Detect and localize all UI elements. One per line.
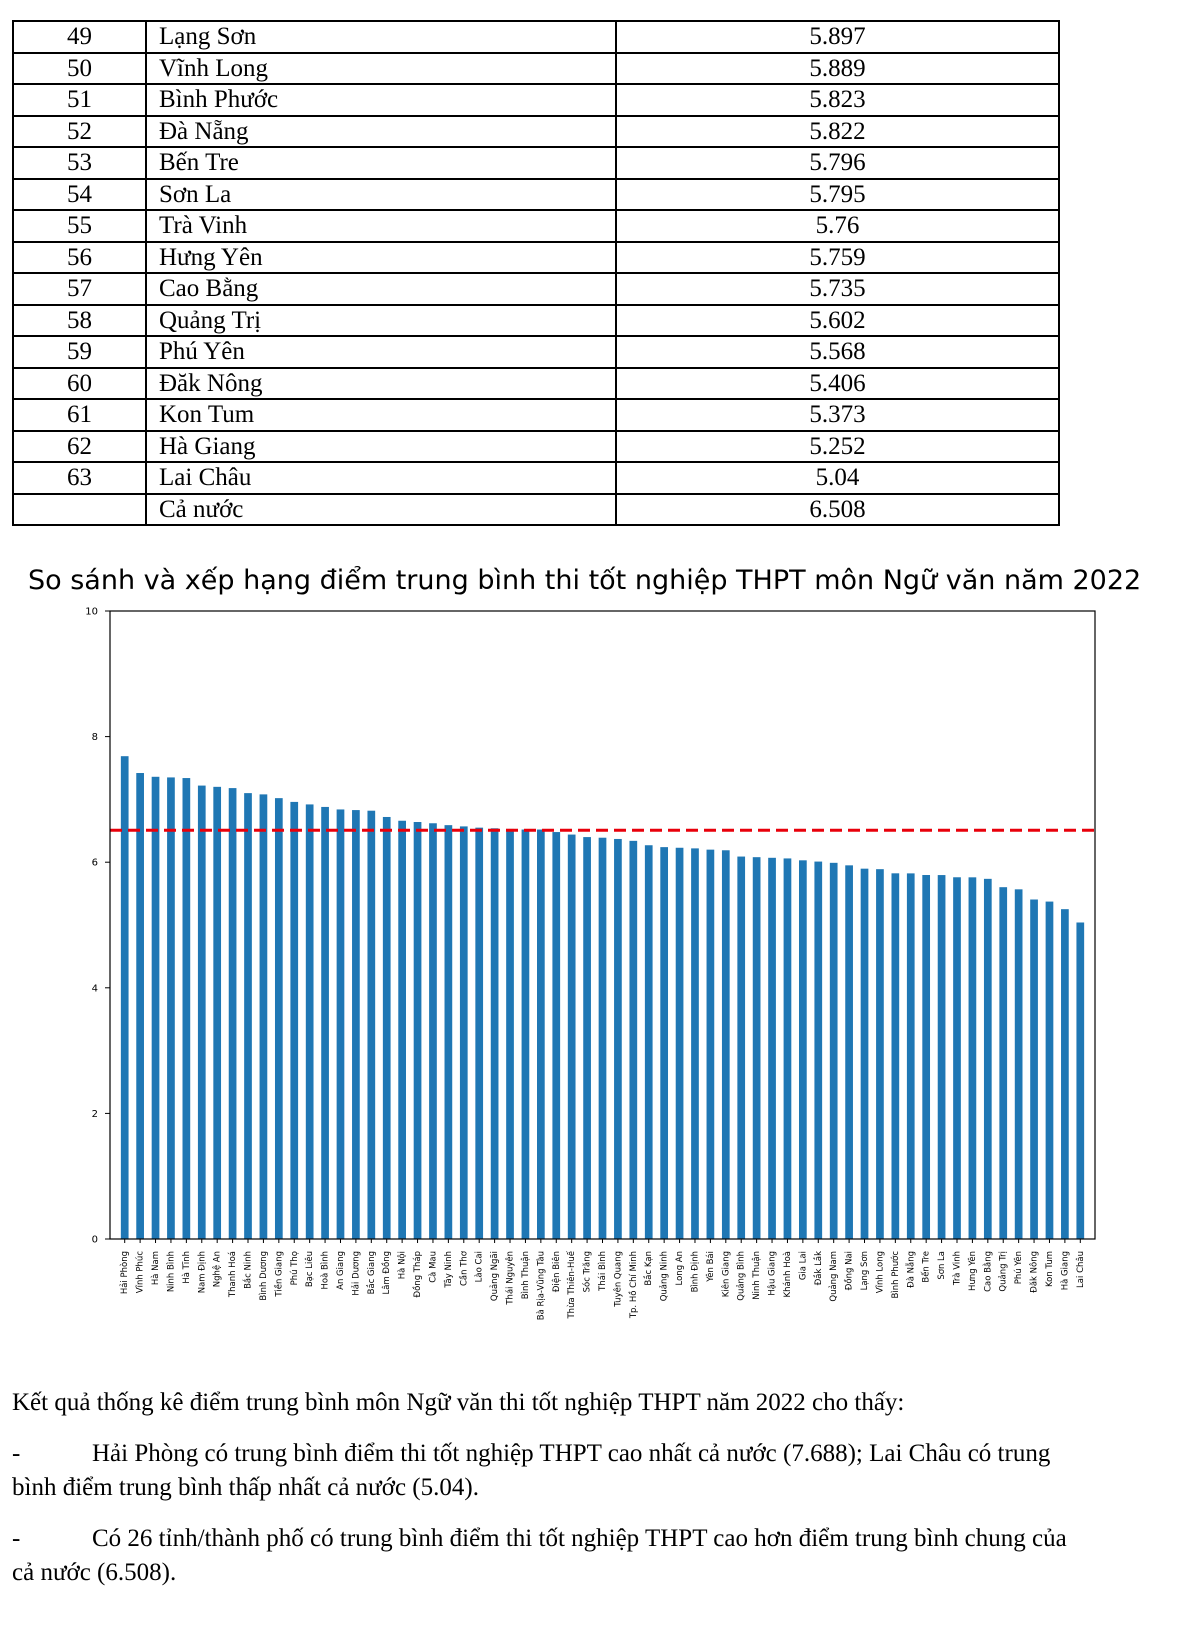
bullet-text: Có 26 tỉnh/thành phố có trung bình điểm thi tốt nghiệp THPT cao hơn điểm trung bình chung của cả nước (6.508). (12, 1525, 1067, 1586)
x-tick-label: Lâm Đồng (382, 1251, 393, 1295)
bar (907, 873, 915, 1239)
bar (136, 773, 144, 1239)
x-tick-label: Đăk Nông (1029, 1251, 1040, 1293)
bar (1015, 889, 1023, 1239)
x-tick-label: Yên Bái (705, 1251, 716, 1282)
score-cell: 5.602 (616, 305, 1059, 337)
table-row (13, 462, 1059, 494)
bar (599, 838, 607, 1239)
bar (861, 869, 869, 1239)
x-tick-label: Bà Rịa-Vũng Tàu (536, 1251, 547, 1321)
province-cell: Lạng Sơn (146, 21, 616, 53)
rank-cell: 50 (13, 53, 146, 85)
y-tick-label: 0 (91, 1234, 98, 1246)
table-row (13, 305, 1059, 337)
bar (799, 860, 807, 1239)
bar (707, 850, 715, 1239)
score-cell: 5.795 (616, 179, 1059, 211)
province-cell: Trà Vinh (146, 210, 616, 242)
province-cell: Cao Bằng (146, 273, 616, 305)
rank-cell: 57 (13, 273, 146, 305)
province-cell: Phú Yên (146, 336, 616, 368)
province-cell: Hà Giang (146, 431, 616, 463)
x-tick-label: Quảng Nam (829, 1251, 840, 1302)
x-tick-label: Sơn La (937, 1251, 948, 1280)
x-tick-label: Bến Tre (921, 1251, 932, 1283)
table-row (13, 147, 1059, 179)
x-tick-label: Ninh Bình (166, 1251, 177, 1293)
x-tick-label: Thừa Thiên-Huế (567, 1251, 578, 1319)
rank-cell: 60 (13, 368, 146, 400)
bar (1030, 900, 1038, 1240)
y-tick-label: 4 (91, 983, 98, 995)
bar (830, 863, 838, 1239)
chart-title: So sánh và xếp hạng điểm trung bình thi tốt nghiệp THPT môn Ngữ văn năm 2022 (28, 565, 1142, 596)
province-cell: Lai Châu (146, 462, 616, 494)
x-tick-label: Đà Nẵng (906, 1251, 917, 1288)
bar (969, 877, 977, 1239)
x-tick-label: Kiên Giang (721, 1251, 732, 1298)
bar-chart (0, 595, 1200, 1385)
bar (445, 825, 453, 1239)
rank-cell: 53 (13, 147, 146, 179)
x-tick-label: Tuyên Quang (613, 1251, 624, 1307)
bar (737, 857, 745, 1239)
bar (275, 798, 283, 1239)
bar (1076, 922, 1084, 1239)
table-row (13, 53, 1059, 85)
x-tick-label: An Giang (335, 1251, 346, 1290)
province-cell: Cả nước (146, 494, 616, 526)
score-cell: 5.406 (616, 368, 1059, 400)
province-cell: Bến Tre (146, 147, 616, 179)
bar (121, 756, 129, 1239)
bar (260, 794, 268, 1239)
x-tick-label: Phú Thọ (289, 1251, 300, 1286)
score-cell: 5.759 (616, 242, 1059, 274)
score-cell: 6.508 (616, 494, 1059, 526)
rank-cell: 62 (13, 431, 146, 463)
bar (938, 875, 946, 1239)
bar (568, 835, 576, 1239)
bar (645, 845, 653, 1239)
table-row (13, 116, 1059, 148)
x-tick-label: Bạc Liêu (305, 1251, 316, 1288)
x-tick-label: Quảng Ninh (659, 1251, 670, 1302)
x-tick-label: Nghệ An (212, 1251, 223, 1288)
table-row (13, 210, 1059, 242)
bar (876, 869, 884, 1239)
x-tick-label: Hoà Bình (320, 1251, 331, 1290)
x-tick-label: Đắk Lắk (813, 1251, 824, 1286)
rank-cell: 55 (13, 210, 146, 242)
rank-cell: 56 (13, 242, 146, 274)
bar (290, 802, 298, 1239)
analysis-text (12, 1386, 1072, 1607)
x-tick-label: Kon Tum (1044, 1251, 1055, 1288)
bar (337, 809, 345, 1239)
table-row (13, 273, 1059, 305)
bar (753, 857, 761, 1239)
x-tick-label: Vĩnh Long (875, 1251, 886, 1294)
bar (552, 832, 560, 1239)
x-tick-label: Điện Biên (551, 1251, 562, 1293)
province-cell: Kon Tum (146, 399, 616, 431)
bar (629, 841, 637, 1239)
bar (244, 793, 252, 1239)
score-cell: 5.76 (616, 210, 1059, 242)
bar (352, 810, 360, 1239)
bullet-text: Hải Phòng có trung bình điểm thi tốt nghiệp THPT cao nhất cả nước (7.688); Lai Châu có trung bình điểm trung bình thấp nhất cả nước (5.04). (12, 1440, 1051, 1501)
bar (213, 787, 221, 1239)
bar (784, 858, 792, 1239)
score-cell: 5.823 (616, 84, 1059, 116)
x-tick-label: Quảng Bình (736, 1251, 747, 1301)
rank-cell: 49 (13, 21, 146, 53)
x-tick-label: Lai Châu (1075, 1251, 1086, 1288)
x-tick-label: Nam Định (197, 1251, 208, 1294)
rank-cell: 52 (13, 116, 146, 148)
bar (414, 822, 422, 1239)
x-tick-label: Vĩnh Phúc (135, 1251, 146, 1294)
bullet-dash: - (12, 1525, 21, 1552)
x-tick-label: Tiền Giang (274, 1251, 285, 1297)
ranking-table (12, 20, 1060, 526)
bar (183, 778, 191, 1239)
table-row (13, 368, 1059, 400)
bar (506, 829, 514, 1239)
y-tick-label: 2 (91, 1108, 98, 1120)
x-tick-label: Đồng Nai (844, 1251, 855, 1291)
table-row (13, 179, 1059, 211)
x-tick-label: Thái Nguyên (505, 1251, 516, 1305)
bar (722, 850, 730, 1239)
x-tick-label: Tp. Hồ Chí Minh (628, 1251, 639, 1319)
bar (491, 828, 499, 1239)
x-tick-label: Long An (675, 1251, 686, 1286)
x-tick-label: Ninh Thuận (752, 1251, 763, 1300)
bar (814, 862, 822, 1239)
province-cell: Bình Phước (146, 84, 616, 116)
bar (691, 848, 699, 1239)
x-tick-label: Lào Cai (474, 1251, 485, 1283)
bar (614, 839, 622, 1239)
x-tick-label: Bình Dương (258, 1251, 269, 1301)
province-cell: Đà Nẵng (146, 116, 616, 148)
x-tick-label: Bình Định (690, 1251, 701, 1293)
score-cell: 5.889 (616, 53, 1059, 85)
bar (537, 830, 545, 1239)
bullet-dash: - (12, 1440, 21, 1467)
table-row (13, 242, 1059, 274)
rank-cell: 51 (13, 84, 146, 116)
table-row (13, 431, 1059, 463)
bar (768, 858, 776, 1239)
x-tick-label: Hải Phòng (120, 1251, 131, 1295)
bar (999, 887, 1007, 1239)
ranking-table-section (12, 20, 1060, 526)
bar (383, 817, 391, 1239)
bar (198, 786, 206, 1239)
score-cell: 5.735 (616, 273, 1059, 305)
bar (429, 823, 437, 1239)
x-tick-label: Hậu Giang (767, 1251, 778, 1296)
bar (321, 807, 329, 1239)
bar (922, 875, 930, 1239)
score-cell: 5.568 (616, 336, 1059, 368)
bar (953, 877, 961, 1239)
bar (460, 826, 468, 1239)
bar (522, 830, 530, 1239)
x-tick-label: Bắc Ninh (243, 1251, 254, 1289)
table-row (13, 84, 1059, 116)
province-cell: Vĩnh Long (146, 53, 616, 85)
bar (984, 879, 992, 1239)
x-tick-label: Lạng Sơn (860, 1251, 871, 1291)
x-tick-label: Hà Tĩnh (181, 1251, 192, 1284)
rank-cell: 59 (13, 336, 146, 368)
x-tick-label: Bình Phước (890, 1251, 901, 1299)
province-cell: Hưng Yên (146, 242, 616, 274)
bar (475, 828, 483, 1239)
bar (660, 847, 668, 1239)
table-row (13, 399, 1059, 431)
rank-cell: 54 (13, 179, 146, 211)
score-cell: 5.822 (616, 116, 1059, 148)
x-tick-label: Thanh Hoá (228, 1251, 239, 1298)
score-cell: 5.897 (616, 21, 1059, 53)
x-tick-label: Hà Nam (151, 1251, 162, 1286)
analysis-bullet (12, 1522, 1072, 1590)
province-cell: Sơn La (146, 179, 616, 211)
bar (167, 777, 175, 1239)
x-tick-label: Cao Bằng (983, 1251, 994, 1292)
x-tick-label: Bắc Kạn (644, 1251, 655, 1286)
x-tick-label: Trà Vinh (952, 1251, 963, 1286)
x-tick-label: Hải Dương (351, 1251, 362, 1296)
bar (152, 777, 160, 1239)
score-cell: 5.04 (616, 462, 1059, 494)
score-cell: 5.796 (616, 147, 1059, 179)
rank-cell: 63 (13, 462, 146, 494)
x-tick-label: Khánh Hoà (782, 1251, 793, 1298)
analysis-intro: Kết quả thống kê điểm trung bình môn Ngữ văn thi tốt nghiệp THPT năm 2022 cho thấy: (12, 1389, 905, 1416)
table-row (13, 21, 1059, 53)
x-tick-label: Bắc Giang (366, 1251, 377, 1295)
x-tick-label: Quảng Ngãi (490, 1251, 501, 1302)
analysis-bullet (12, 1437, 1072, 1505)
score-cell: 5.373 (616, 399, 1059, 431)
bar (306, 804, 314, 1239)
bar (1046, 902, 1054, 1239)
rank-cell: 58 (13, 305, 146, 337)
province-cell: Đăk Nông (146, 368, 616, 400)
table-row-national (13, 494, 1059, 526)
x-tick-label: Tây Ninh (443, 1251, 454, 1288)
x-tick-label: Sóc Trăng (582, 1251, 593, 1293)
y-tick-label: 6 (91, 857, 98, 869)
x-tick-label: Hưng Yên (967, 1251, 978, 1291)
x-tick-label: Đồng Tháp (413, 1251, 424, 1298)
y-tick-label: 8 (91, 732, 98, 744)
province-cell: Quảng Trị (146, 305, 616, 337)
x-tick-label: Thái Bình (598, 1251, 608, 1291)
x-tick-label: Hà Giang (1060, 1251, 1071, 1291)
rank-cell: 61 (13, 399, 146, 431)
x-tick-label: Gia Lai (798, 1251, 809, 1281)
score-cell: 5.252 (616, 431, 1059, 463)
bar (367, 811, 375, 1239)
bar (229, 788, 237, 1239)
bar (398, 821, 406, 1239)
x-tick-label: Quảng Trị (998, 1251, 1009, 1292)
table-row (13, 336, 1059, 368)
x-tick-label: Cần Thơ (459, 1251, 470, 1287)
bar (676, 848, 684, 1239)
x-tick-label: Hà Nội (397, 1251, 408, 1280)
rank-cell (13, 494, 146, 526)
bar (845, 865, 853, 1239)
x-tick-label: Cà Mau (428, 1251, 439, 1283)
bar (891, 873, 899, 1239)
bar (1061, 909, 1069, 1239)
x-tick-label: Phú Yên (1014, 1251, 1025, 1285)
bar (583, 837, 591, 1239)
y-tick-label: 10 (85, 606, 98, 618)
x-tick-label: Bình Thuận (520, 1251, 531, 1300)
